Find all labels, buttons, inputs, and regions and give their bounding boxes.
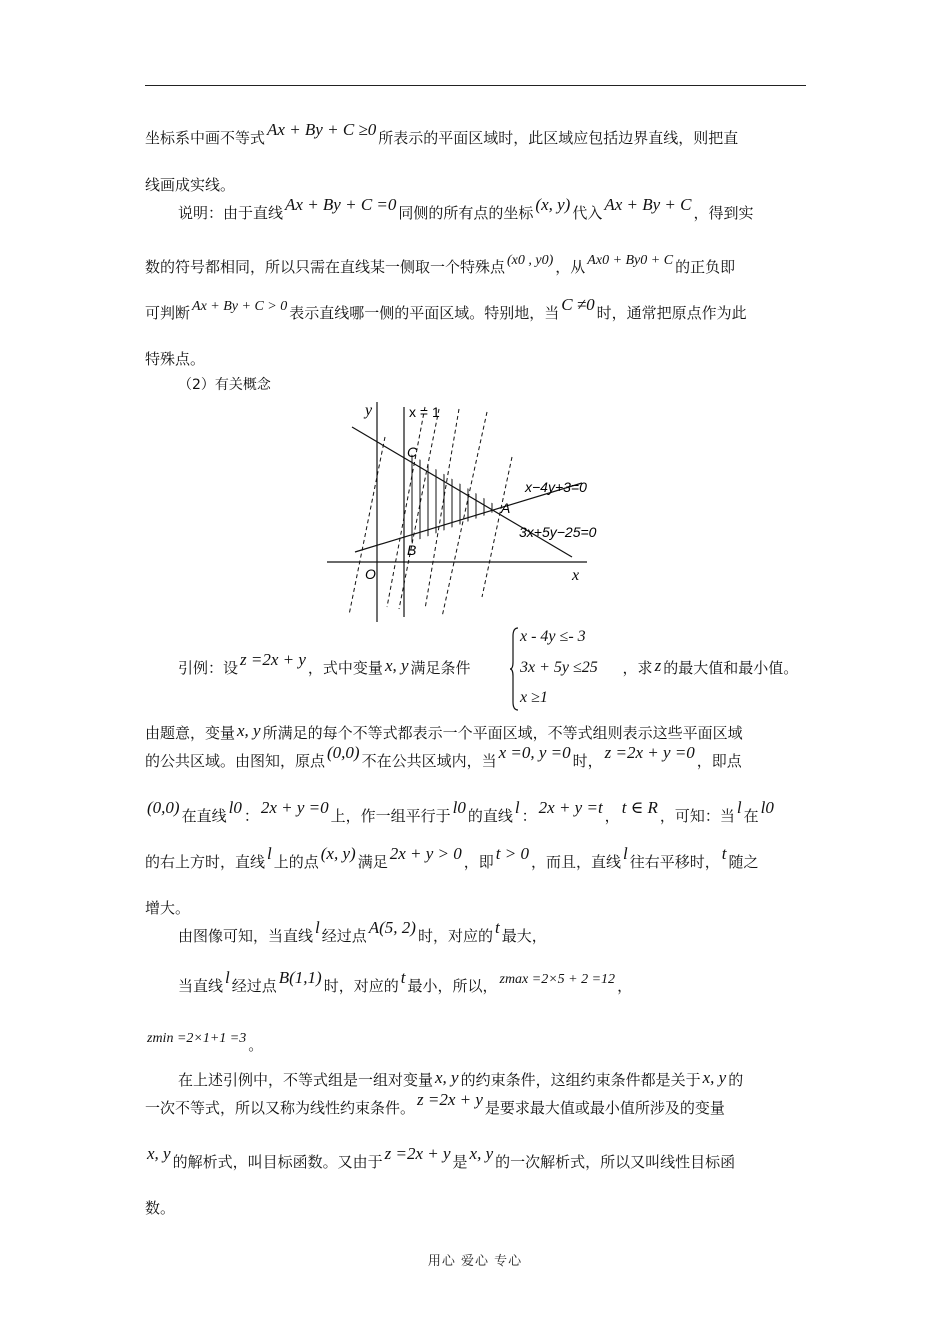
x-axis-label: x [572,567,580,584]
header-rule [145,85,806,86]
text-line-2: 线画成实线。 [145,176,236,194]
constraint-1: x - 4y ≤- 3 [520,628,586,645]
body-line-7: 当直线 l 经过点 B(1,1) 时，对应的 t 最小，所以， zmax =2×5 + 2 =12 ， [178,968,633,995]
body-line-9: 在上述引例中，不等式组是一组对变量 x, y 的约束条件，这组约束条件都是关于 x, y 的 [178,1068,744,1089]
body-line-12: 数。 [145,1199,176,1217]
text-line-1: 坐标系中画不等式 Ax + By + C ≥0 所表示的平面区域时，此区域应包括边界直线，则把直 [145,120,739,147]
text-line-4: 数的符号都相同，所以只需在直线某一侧取一个特殊点 (x0 , y0) ，从 Ax0 + By0 + C 的正负即 [145,253,736,276]
body-line-8: zmin =2×1+1 =3 。 [147,1031,264,1054]
example-line: 引例：设 z =2x + y ，式中变量 x, y 满足条件 ，求 z 的最大值和最小值。 [178,650,799,677]
body-line-5: 增大。 [145,899,191,917]
constraint-3: x ≥1 [520,689,548,706]
point-a-label: A [501,500,511,516]
feasible-region-hatch [412,437,492,557]
section-heading: （2）有关概念 [178,377,271,393]
page-footer: 用心 爱心 专心 [427,1254,523,1269]
body-line-6: 由图像可知，当直线 l 经过点 A(5, 2) 时，对应的 t 最大， [178,918,547,945]
line-x1-label: x = 1 [409,404,440,420]
feasible-region-figure [327,397,627,622]
body-line-10: 一次不等式，所以又称为线性约束条件。 z =2x + y 是要求最大值或最小值所涉及的变量 [145,1090,725,1117]
line2-label: 3x+5y−25=0 [519,524,597,540]
body-line-3: (0,0) 在直线 l0 ： 2x + y =0 上，作一组平行于 l0 的直线 l ： 2x + y =t ， t ∈ R ，可知：当 l 在 l0 [147,798,774,825]
text-line-3: 说明：由于直线 Ax + By + C =0 同侧的所有点的坐标 (x, y) 代入 Ax + By + C ，得到实 [178,195,754,222]
body-line-2: 的公共区域。由图知，原点 (0,0) 不在公共区域内，当 x =0, y =0 时， z =2x + y =0 ，即点 [145,743,742,770]
constraint-2: 3x + 5y ≤25 [520,659,598,676]
brace-icon [510,626,520,712]
point-c-label: C [407,444,418,460]
body-line-4: 的右上方时，直线 l 上的点 (x, y) 满足 2x + y > 0 ，即 t > 0 ，而且，直线 l 往右平移时， t 随之 [145,844,759,871]
line1-label: x−4y+3=0 [525,479,587,495]
y-axis-label: y [365,402,373,419]
text-line-5: 可判断 Ax + By + C > 0 表示直线哪一侧的平面区域。特别地，当 C ≠0 时，通常把原点作为此 [145,295,747,322]
origin-label: O [365,566,376,582]
point-b-label: B [407,542,417,558]
constraint-system [510,626,710,716]
body-line-11: x, y 的解析式，叫目标函数。又由于 z =2x + y 是 x, y 的一次解析式，所以又叫线性目标函 [147,1144,736,1171]
body-line-1: 由题意，变量 x, y 所满足的每个不等式都表示一个平面区域，不等式组则表示这些平面区域 [145,721,743,742]
text-line-6: 特殊点。 [145,350,206,368]
